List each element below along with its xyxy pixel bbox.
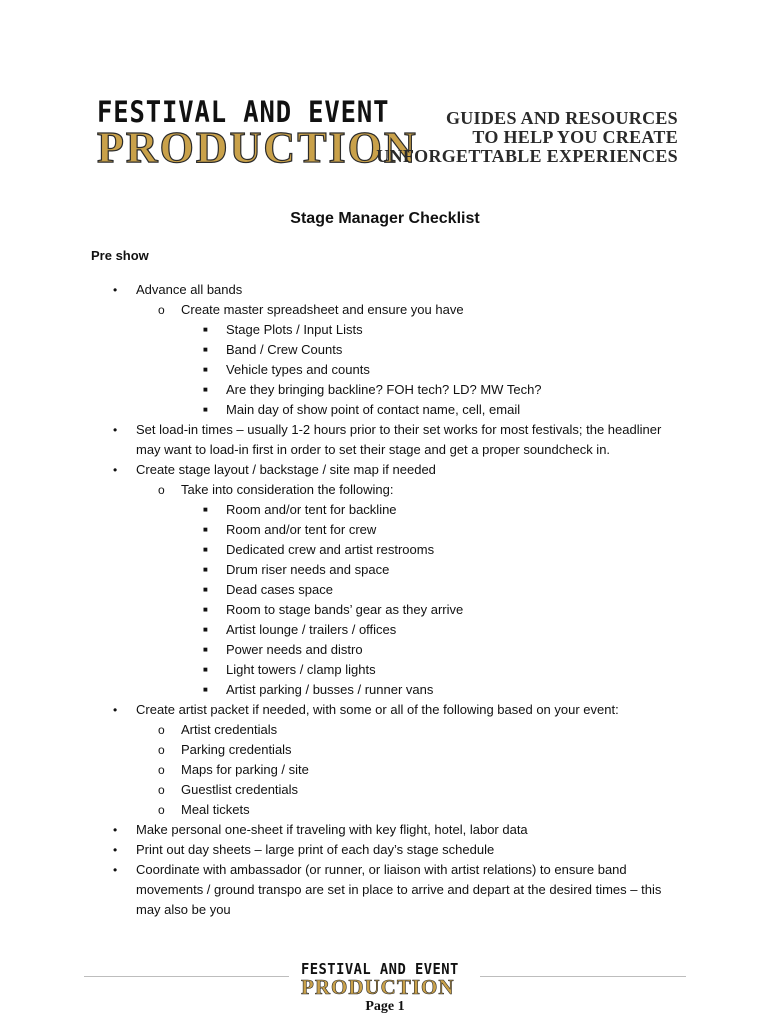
footer-logo-line-2: PRODUCTION [301, 975, 455, 999]
checklist-item-text: Guestlist credentials [181, 782, 299, 797]
bullet-marker: ■ [203, 585, 208, 594]
checklist-item-text: Artist credentials [181, 722, 278, 737]
bullet-marker: ■ [203, 505, 208, 514]
checklist-item [91, 700, 671, 720]
checklist [91, 280, 671, 920]
checklist-item-text: Stage Plots / Input Lists [226, 322, 363, 337]
checklist-item [91, 420, 671, 460]
bullet-marker: ■ [203, 385, 208, 394]
checklist-item-text: Power needs and distro [226, 642, 363, 657]
document-title: Stage Manager Checklist [290, 210, 480, 227]
checklist-item [91, 340, 671, 360]
footer-logo [301, 962, 473, 997]
tagline-line-3: UNFORGETTABLE EXPERIENCES [376, 146, 678, 166]
bullet-marker: o [158, 723, 165, 737]
checklist-item-text: Artist parking / busses / runner vans [226, 682, 434, 697]
bullet-marker: o [158, 483, 165, 497]
checklist-item [91, 540, 671, 560]
footer-divider-left [84, 976, 289, 977]
footer-logo-line-1: FESTIVAL AND EVENT [301, 960, 459, 978]
checklist-item [91, 800, 671, 820]
bullet-marker: ■ [203, 325, 208, 334]
checklist-item-text: Dead cases space [226, 582, 333, 597]
checklist-item [91, 480, 671, 500]
checklist-item-text: Make personal one-sheet if traveling with key flight, hotel, labor data [136, 822, 528, 837]
bullet-marker: o [158, 763, 165, 777]
checklist-item-text: Light towers / clamp lights [226, 662, 376, 677]
bullet-marker: • [113, 863, 118, 877]
checklist-item-text: Artist lounge / trailers / offices [226, 622, 397, 637]
bullet-marker: o [158, 303, 165, 317]
bullet-marker: • [113, 283, 118, 297]
checklist-item [91, 560, 671, 580]
checklist-item-text: Set load-in times – usually 1-2 hours prior to their set works for most festivals; the headliner may want to load-in first in order to set their stage and get a proper soundcheck in. [136, 422, 662, 457]
checklist-item-text: Create artist packet if needed, with some or all of the following based on your event: [136, 702, 619, 717]
bullet-marker: • [113, 463, 118, 477]
bullet-marker: o [158, 803, 165, 817]
bullet-marker: ■ [203, 365, 208, 374]
checklist-item-text: Room and/or tent for backline [226, 502, 397, 517]
checklist-item-text: Take into consideration the following: [181, 482, 394, 497]
checklist-item [91, 500, 671, 520]
checklist-item-text: Meal tickets [181, 802, 250, 817]
checklist-item [91, 580, 671, 600]
checklist-item [91, 680, 671, 700]
bullet-marker: o [158, 783, 165, 797]
checklist-item-text: Parking credentials [181, 742, 292, 757]
bullet-marker: ■ [203, 685, 208, 694]
checklist-item [91, 720, 671, 740]
checklist-item [91, 860, 671, 920]
checklist-item-text: Create stage layout / backstage / site map if needed [136, 462, 436, 477]
checklist-item [91, 400, 671, 420]
logo-line-1: FESTIVAL AND EVENT [97, 95, 390, 129]
checklist-item [91, 660, 671, 680]
bullet-marker: ■ [203, 625, 208, 634]
checklist-item-text: Dedicated crew and artist restrooms [226, 542, 435, 557]
bullet-marker: ■ [203, 545, 208, 554]
bullet-marker: • [113, 703, 118, 717]
checklist-item [91, 300, 671, 320]
bullet-marker: ■ [203, 605, 208, 614]
bullet-marker: ■ [203, 525, 208, 534]
bullet-marker: • [113, 423, 118, 437]
bullet-marker: ■ [203, 345, 208, 354]
checklist-item [91, 840, 671, 860]
checklist-item [91, 820, 671, 840]
checklist-item-text: Room to stage bands’ gear as they arrive [226, 602, 464, 617]
checklist-item [91, 760, 671, 780]
checklist-item [91, 640, 671, 660]
bullet-marker: ■ [203, 665, 208, 674]
checklist-item [91, 280, 671, 300]
checklist-item [91, 380, 671, 400]
checklist-item [91, 320, 671, 340]
bullet-marker: ■ [203, 645, 208, 654]
checklist-item-text: Create master spreadsheet and ensure you have [181, 302, 464, 317]
checklist-item-text: Room and/or tent for crew [226, 522, 377, 537]
checklist-item [91, 740, 671, 760]
bullet-marker: ■ [203, 565, 208, 574]
checklist-item-text: Maps for parking / site [181, 762, 309, 777]
checklist-item [91, 460, 671, 480]
bullet-marker: • [113, 823, 118, 837]
bullet-marker: o [158, 743, 165, 757]
footer-divider-right [480, 976, 686, 977]
header-tagline [376, 109, 678, 166]
checklist-item-text: Coordinate with ambassador (or runner, or liaison with artist relations) to ensure band movements / ground transpo are set in place to arrive and depart at the desired times – this may also be you [136, 862, 662, 917]
tagline-line-1: GUIDES AND RESOURCES [445, 108, 678, 128]
bullet-marker: ■ [203, 405, 208, 414]
checklist-item-text: Are they bringing backline? FOH tech? LD? MW Tech? [226, 382, 542, 397]
checklist-item [91, 520, 671, 540]
checklist-item [91, 780, 671, 800]
bullet-marker: • [113, 843, 118, 857]
checklist-item-text: Band / Crew Counts [226, 342, 343, 357]
checklist-item-text: Drum riser needs and space [226, 562, 390, 577]
checklist-item [91, 360, 671, 380]
checklist-item-text: Main day of show point of contact name, cell, email [226, 402, 521, 417]
tagline-line-2: TO HELP YOU CREATE [472, 127, 678, 147]
logo-line-2: PRODUCTION [97, 123, 418, 172]
checklist-item [91, 600, 671, 620]
checklist-item-text: Print out day sheets – large print of each day’s stage schedule [136, 842, 495, 857]
section-heading: Pre show [91, 248, 149, 263]
checklist-item-text: Vehicle types and counts [226, 362, 370, 377]
checklist-item-text: Advance all bands [136, 282, 243, 297]
page-number: Page 1 [365, 999, 405, 1014]
checklist-item [91, 620, 671, 640]
